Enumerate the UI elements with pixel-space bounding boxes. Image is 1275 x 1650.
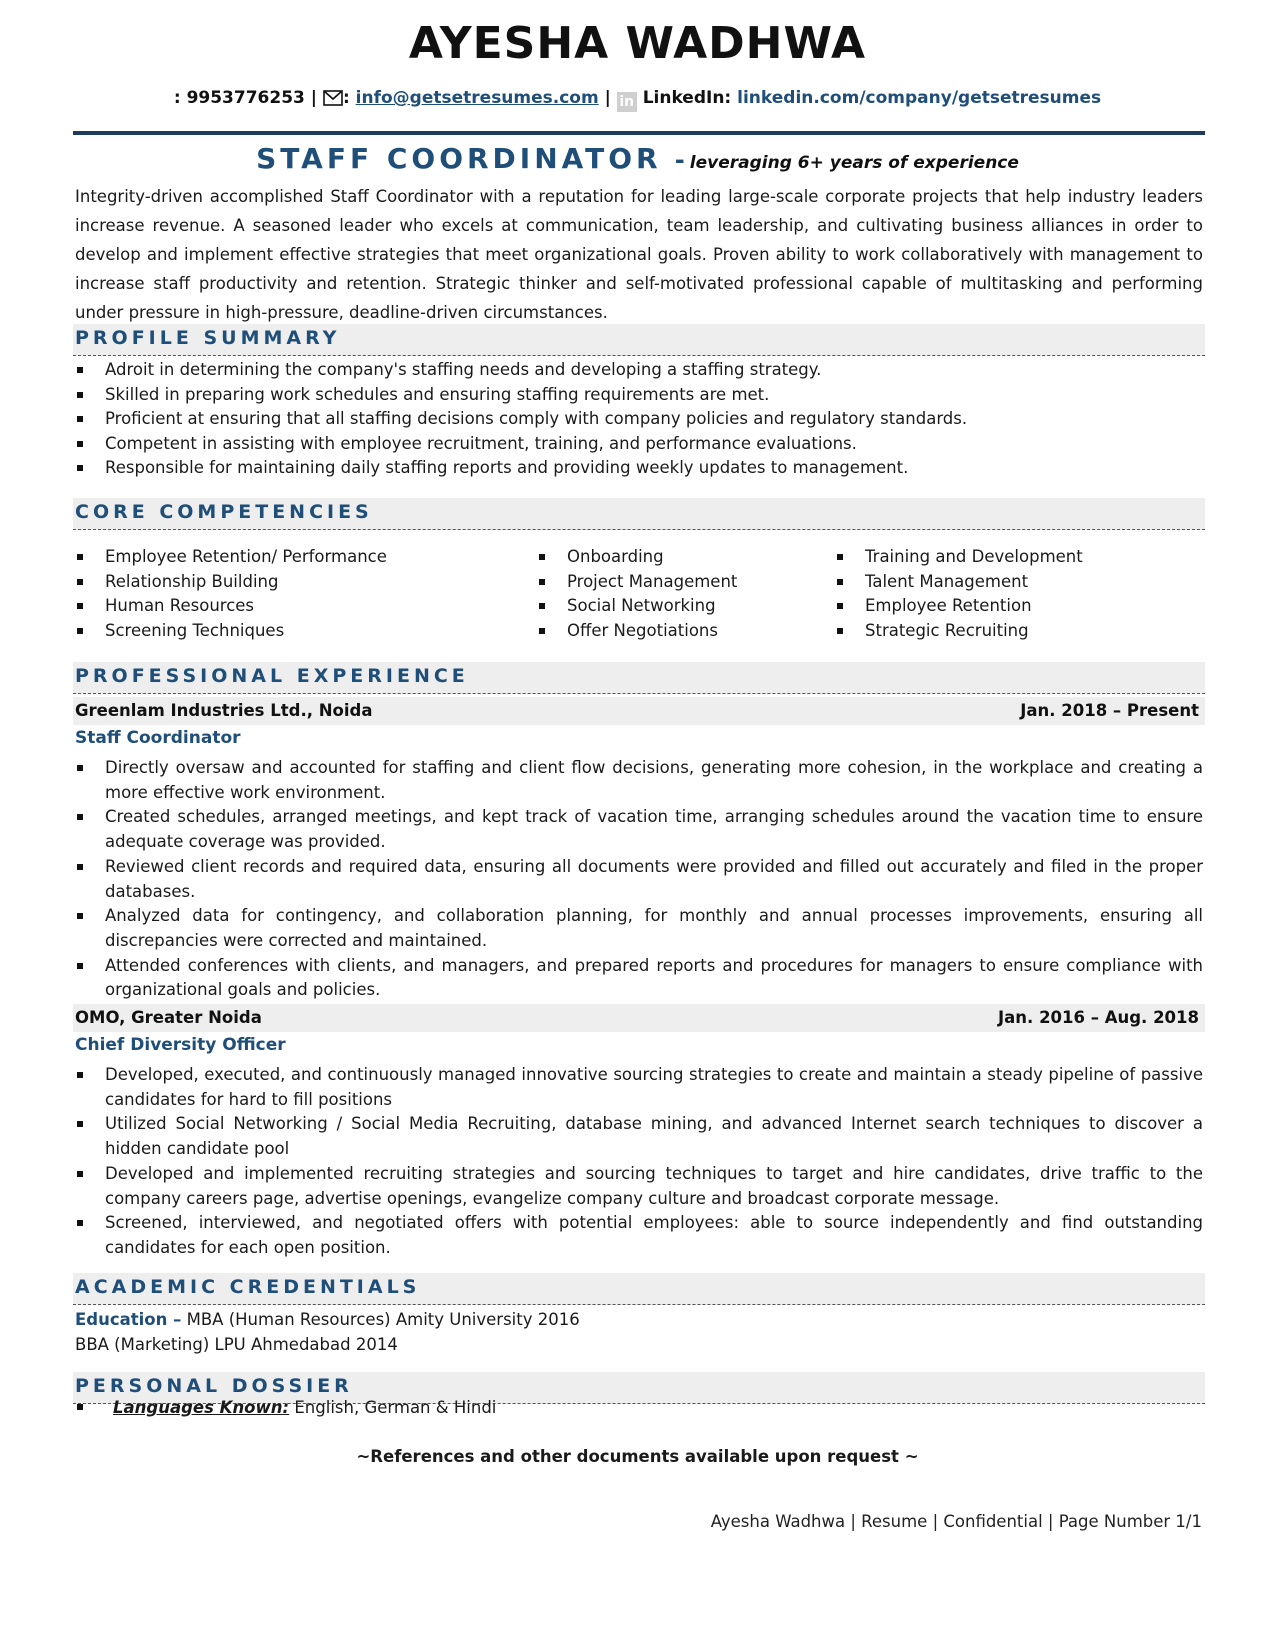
list-item: Analyzed data for contingency, and collaboration planning, for monthly and annual processes improvements, ensuring all discrepancies were corrected and maintained. — [75, 904, 1203, 953]
candidate-name: AYESHA WADHWA — [408, 18, 867, 69]
headline-dash: - — [674, 146, 685, 174]
phone-text: : 9953776253 — [173, 88, 305, 108]
linkedin-link[interactable]: linkedin.com/company/getsetresumes — [737, 88, 1102, 108]
section-title: PROFILE SUMMARY — [75, 327, 341, 349]
page-footer: Ayesha Wadhwa | Resume | Confidential | Page Number 1/1 — [710, 1512, 1202, 1531]
intro-paragraph: Integrity-driven accomplished Staff Coordinator with a reputation for leading large-scale corporate projects that help industry leaders increase revenue. A seasoned leader who excels at communication, team leadership, and cultivating business alliances in order to develop and implement effective strategies that meet organizational goals. Proven ability to work collaboratively with management to increase staff productivity and retention. Strategic thinker and self-motivated professional capable of multitasking and performing under pressure in high-pressure, deadline-driven circumstances. — [75, 187, 1203, 322]
list-item: Responsible for maintaining daily staffing reports and providing weekly updates to management. — [75, 456, 1203, 481]
company-name: Greenlam Industries Ltd., Noida — [75, 701, 373, 720]
list-item: Developed and implemented recruiting strategies and sourcing techniques to target and hire candidates, drive traffic to the company careers page, advertise openings, evangelize company culture and broadcast corporate message. — [75, 1162, 1203, 1211]
email-link[interactable]: info@getsetresumes.com — [355, 88, 599, 108]
job-title: STAFF COORDINATOR — [256, 142, 662, 175]
section-header-professional-experience — [73, 662, 1205, 694]
separator: | — [310, 88, 318, 108]
section-header-profile-summary — [73, 324, 1205, 356]
job-role: Chief Diversity Officer — [75, 1035, 286, 1055]
competency-item: Onboarding — [537, 545, 737, 570]
competency-item: Offer Negotiations — [537, 619, 737, 644]
competency-item: Project Management — [537, 570, 737, 595]
list-item: Directly oversaw and accounted for staffing and client flow decisions, generating more cohesion, in the workplace and creating a more effective work environment. — [75, 756, 1203, 805]
section-title: PROFESSIONAL EXPERIENCE — [75, 665, 469, 687]
header-divider — [73, 131, 1205, 135]
job-dates: Jan. 2016 – Aug. 2018 — [998, 1008, 1199, 1027]
company-name: OMO, Greater Noida — [75, 1008, 262, 1027]
competencies-column — [537, 545, 737, 643]
headline-subtitle: leveraging 6+ years of experience — [689, 153, 1019, 173]
job-bullets — [75, 1063, 1203, 1261]
education-label: Education – — [75, 1310, 182, 1329]
competency-item: Screening Techniques — [75, 619, 387, 644]
list-item: Developed, executed, and continuously managed innovative sourcing strategies to create and maintain a steady pipeline of passive candidates for hard to fill positions — [75, 1063, 1203, 1112]
education-line — [75, 1307, 580, 1332]
profile-summary-list — [75, 358, 1203, 481]
job-role: Staff Coordinator — [75, 728, 241, 748]
languages-label: Languages Known: — [113, 1398, 290, 1417]
section-header-core-competencies — [73, 498, 1205, 530]
section-title: PERSONAL DOSSIER — [75, 1375, 353, 1397]
list-item: Screened, interviewed, and negotiated offers with potential employees: able to source independently and find outstanding candidates for each open position. — [75, 1211, 1203, 1260]
competency-item: Employee Retention — [835, 594, 1083, 619]
languages-line — [75, 1398, 496, 1417]
contact-line — [0, 88, 1275, 112]
references-note: ~References and other documents available upon request ~ — [356, 1447, 919, 1466]
list-item: Proficient at ensuring that all staffing decisions comply with company policies and regulatory standards. — [75, 407, 1203, 432]
job-header — [73, 1004, 1205, 1032]
job-header — [73, 697, 1205, 725]
email-label: : — [342, 88, 350, 108]
linkedin-label: LinkedIn: — [642, 88, 732, 108]
list-item: Skilled in preparing work schedules and ensuring staffing requirements are met. — [75, 383, 1203, 408]
education-degree: BBA (Marketing) LPU Ahmedabad 2014 — [75, 1335, 398, 1354]
bullet-icon — [77, 1404, 83, 1410]
section-title: ACADEMIC CREDENTIALS — [75, 1276, 421, 1298]
list-item: Reviewed client records and required data, ensuring all documents were provided and filled out accurately and filed in the proper databases. — [75, 855, 1203, 904]
section-header-academic-credentials — [73, 1273, 1205, 1305]
job-bullets — [75, 756, 1203, 1003]
list-item: Competent in assisting with employee recruitment, training, and performance evaluations. — [75, 432, 1203, 457]
education-degree: MBA (Human Resources) Amity University 2016 — [186, 1310, 580, 1329]
headline — [0, 142, 1275, 175]
competency-item: Talent Management — [835, 570, 1083, 595]
linkedin-icon: in — [617, 92, 637, 112]
education-block — [75, 1307, 580, 1357]
job-dates: Jan. 2018 – Present — [1020, 701, 1199, 720]
section-title: CORE COMPETENCIES — [75, 501, 373, 523]
list-item: Utilized Social Networking / Social Media Recruiting, database mining, and advanced Internet search techniques to discover a hidden candidate pool — [75, 1112, 1203, 1161]
envelope-icon — [323, 90, 343, 111]
competency-item: Social Networking — [537, 594, 737, 619]
competency-item: Strategic Recruiting — [835, 619, 1083, 644]
list-item: Adroit in determining the company's staffing needs and developing a staffing strategy. — [75, 358, 1203, 383]
list-item: Attended conferences with clients, and managers, and prepared reports and procedures for managers to ensure compliance with organizational goals and policies. — [75, 954, 1203, 1003]
competency-item: Human Resources — [75, 594, 387, 619]
separator: | — [604, 88, 611, 108]
competency-item: Relationship Building — [75, 570, 387, 595]
competencies-column — [835, 545, 1083, 643]
competency-item: Employee Retention/ Performance — [75, 545, 387, 570]
competency-item: Training and Development — [835, 545, 1083, 570]
languages-value: English, German & Hindi — [294, 1398, 497, 1417]
competencies-column — [75, 545, 387, 643]
list-item: Created schedules, arranged meetings, and kept track of vacation time, arranging schedules around the vacation time to ensure adequate coverage was provided. — [75, 805, 1203, 854]
